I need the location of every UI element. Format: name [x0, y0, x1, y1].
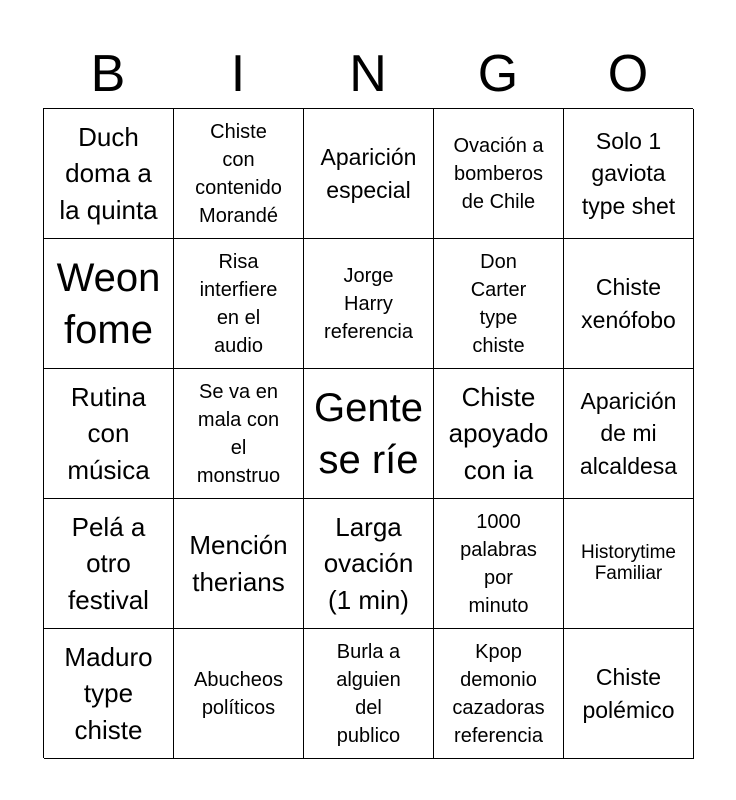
- bingo-cell[interactable]: [174, 239, 304, 369]
- cell-text: Kpop demonio cazadoras referencia: [452, 640, 545, 747]
- bingo-cell[interactable]: [174, 499, 304, 629]
- cell-text: Abucheos políticos: [194, 668, 283, 719]
- cell-text: Chiste polémico: [582, 664, 675, 723]
- bingo-cell[interactable]: [174, 109, 304, 239]
- cell-text: Aparición especial: [320, 144, 417, 203]
- bingo-cell[interactable]: [174, 369, 304, 499]
- bingo-cell[interactable]: [434, 629, 564, 759]
- bingo-cell[interactable]: [564, 499, 694, 629]
- bingo-cell[interactable]: [44, 109, 174, 239]
- bingo-cell[interactable]: [304, 499, 434, 629]
- cell-text: Pelá a otro festival: [68, 511, 149, 615]
- cell-text: Solo 1 gaviota type shet: [581, 128, 676, 219]
- cell-text: Chiste con contenido Morandé: [195, 120, 282, 227]
- bingo-cell[interactable]: [174, 629, 304, 759]
- cell-text: Ovación a bomberos de Chile: [453, 134, 544, 213]
- cell-text: Mención therians: [189, 530, 288, 597]
- header-letter-o: O: [607, 45, 649, 103]
- cell-text: Rutina con música: [67, 381, 150, 485]
- cell-text: Chiste apoyado con ia: [448, 381, 549, 485]
- bingo-cell[interactable]: [304, 629, 434, 759]
- bingo-header: [43, 40, 693, 108]
- cell-text: Historytime Familiar: [580, 541, 676, 584]
- cell-text: Weon fome: [56, 255, 161, 352]
- cell-text: Risa interfiere en el audio: [199, 250, 278, 357]
- cell-text: Burla a alguien del publico: [336, 640, 401, 747]
- bingo-cell[interactable]: [564, 369, 694, 499]
- bingo-cell[interactable]: [564, 239, 694, 369]
- bingo-cell free-cell[interactable]: [304, 369, 434, 499]
- cell-text: Don Carter type chiste: [470, 250, 527, 357]
- cell-text: Aparición de mi alcaldesa: [579, 388, 678, 479]
- header-letter-b: B: [90, 45, 126, 103]
- cell-text: Chiste xenófobo: [581, 274, 676, 333]
- cell-text: Se va en mala con el monstruo: [196, 380, 281, 487]
- cell-text: Maduro type chiste: [64, 641, 153, 745]
- bingo-cell[interactable]: [44, 369, 174, 499]
- bingo-cell[interactable]: [434, 369, 564, 499]
- cell-text: Duch doma a la quinta: [59, 121, 158, 225]
- bingo-board: [43, 108, 693, 758]
- bingo-cell[interactable]: [304, 109, 434, 239]
- bingo-cell[interactable]: [434, 239, 564, 369]
- bingo-cell[interactable]: [434, 109, 564, 239]
- header-letter-i: I: [230, 45, 246, 103]
- cell-text: Gente se ríe: [314, 385, 423, 482]
- cell-text: 1000 palabras por minuto: [460, 510, 537, 617]
- bingo-cell[interactable]: [304, 239, 434, 369]
- bingo-cell[interactable]: [44, 499, 174, 629]
- header-letter-g: G: [477, 45, 519, 103]
- bingo-cell[interactable]: [564, 629, 694, 759]
- cell-text: Jorge Harry referencia: [324, 264, 413, 343]
- header-letter-n: N: [349, 45, 387, 103]
- bingo-cell[interactable]: [44, 239, 174, 369]
- cell-text: Larga ovación (1 min): [323, 511, 414, 615]
- bingo-cell[interactable]: [564, 109, 694, 239]
- bingo-cell[interactable]: [44, 629, 174, 759]
- bingo-cell[interactable]: [434, 499, 564, 629]
